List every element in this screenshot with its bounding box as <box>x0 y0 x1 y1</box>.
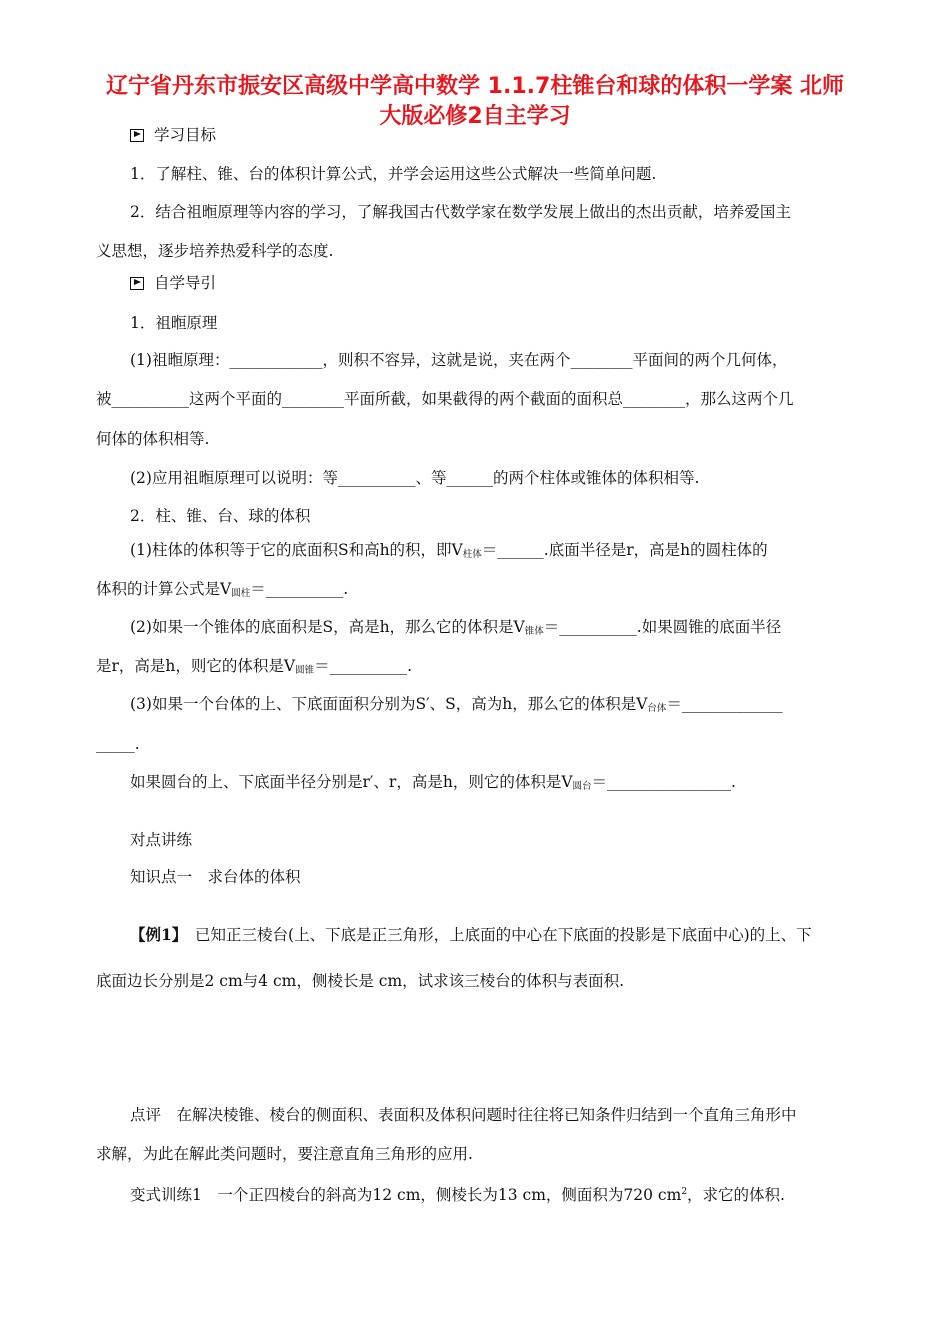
frustum-volume-line2: _____. <box>96 735 140 753</box>
goal-item-1: 1．了解柱、锥、台的体积计算公式，并学会运用这些公式解决一些简单问题. <box>130 165 657 183</box>
practice-heading: 对点讲练 <box>130 831 193 849</box>
prism-volume-line1: (1)柱体的体积等于它的底面积S和高h的积，即$V_{柱体}=\_\_\_\_\_\_$.底面半径是r，高是h的圆柱体的 <box>130 541 768 560</box>
play-icon <box>130 129 144 142</box>
goal-item-2-line1: 2．结合祖暅原理等内容的学习，了解我国古代数学家在数学发展上做出的杰出贡献，培养爱国主 <box>130 203 791 221</box>
section-heading-text: 自学导引 <box>154 274 217 292</box>
section-heading-guide <box>130 272 216 294</box>
paragraph-principle-line3: 何体的体积相等. <box>96 430 210 448</box>
subheading-volumes: 2．柱、锥、台、球的体积 <box>130 507 311 525</box>
cone-volume-line1: (2)如果一个锥体的底面积是S，高是h，那么它的体积是$V_{锥体}=\_\_\_\_\_\_\_\_\_\_$.如果圆锥的底面半径 <box>130 618 782 637</box>
knowledge-point-1: 知识点一 求台体的体积 <box>130 868 301 886</box>
document-title-line1: 辽宁省丹东市振安区高级中学高中数学 1.1.7柱锥台和球的体积一学案 北师 <box>106 74 844 99</box>
frustum-volume-line1: (3)如果一个台体的上、下底面面积分别为S′、S，高为h，那么它的体积是$V_{台体}=\_\_\_\_\_\_\_\_\_\_\_\_\_$ <box>130 695 783 714</box>
paragraph-principle-line1: (1)祖暅原理：____________，则积不容异，这就是说，夹在两个________平面间的两个几何体， <box>130 351 788 369</box>
variant-exercise-1: 变式训练1 一个正四棱台的斜高为12 cm，侧棱长为13 cm，侧面积为720 $cm^2$，求它的体积. <box>130 1186 785 1204</box>
paragraph-application: (2)应用祖暅原理可以说明：等__________、等______的两个柱体或锥体的体积相等. <box>130 469 700 487</box>
prism-volume-line2: 体积的计算公式是$V_{圆柱}=\_\_\_\_\_\_\_\_\_\_$. <box>96 580 349 599</box>
round-frustum-volume: 如果圆台的上、下底面半径分别是r′、r，高是h，则它的体积是$V_{圆台}=\_\_\_\_\_\_\_\_\_\_\_\_\_\_\_\_$. <box>130 773 736 792</box>
comment-line2: 求解，为此在解此类问题时，要注意直角三角形的应用. <box>96 1145 473 1163</box>
section-heading-goals <box>130 124 216 146</box>
comment-line1: 点评 在解决棱锥、棱台的侧面积、表面积及体积问题时往往将已知条件归结到一个直角三角形中 <box>130 1106 797 1124</box>
example-1-line2: 底面边长分别是2 cm与4 cm，侧棱长是 cm，试求该三棱台的体积与表面积. <box>96 972 625 990</box>
goal-item-2-line2: 义思想，逐步培养热爱科学的态度. <box>96 242 334 260</box>
play-icon <box>130 277 144 290</box>
example-label: 【例1】 <box>130 925 180 944</box>
document-title-line2: 大版必修2自主学习 <box>379 104 571 129</box>
paragraph-principle-line2: 被__________这两个平面的________平面所截，如果截得的两个截面的面积总________，那么这两个几 <box>96 390 794 408</box>
example-1-line1: 【例1】 已知正三棱台(上、下底是正三角形，上底面的中心在下底面的投影是下底面中心)的上、下 <box>130 925 812 944</box>
subheading-zu-principle: 1．祖暅原理 <box>130 314 218 332</box>
cone-volume-line2: 是r，高是h，则它的体积是$V_{圆锥}=\_\_\_\_\_\_\_\_\_\_$. <box>96 657 413 676</box>
section-heading-text: 学习目标 <box>154 126 217 144</box>
